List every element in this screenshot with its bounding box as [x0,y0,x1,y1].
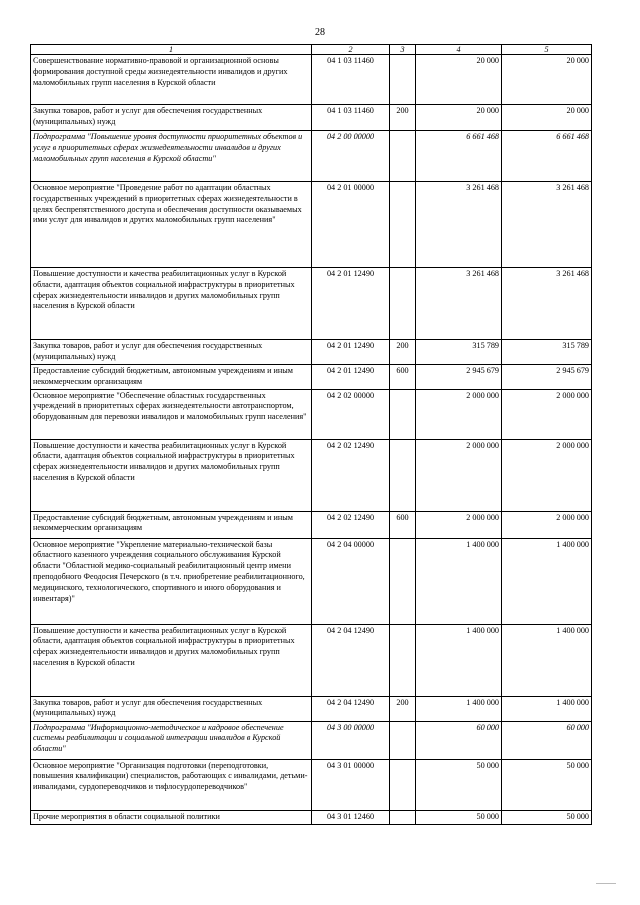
row-amount-2: 2 000 000 [502,511,592,538]
row-name: Совершенствование нормативно-правовой и организационной основы формирования доступной среды жизнедеятельности инвалидов и других маломобильных групп населения в Курской области [31,55,312,105]
row-expense-type [390,721,416,759]
row-expense-type: 200 [390,340,416,365]
row-amount-2: 20 000 [502,55,592,105]
row-name: Подпрограмма "Повышение уровня доступности приоритетных объектов и услуг в приоритетных сферах жизнедеятельности инвалидов и других маломобильных групп населения в Курской области" [31,131,312,182]
table-row [31,131,592,182]
row-amount-2: 315 789 [502,340,592,365]
table-row [31,624,592,696]
row-expense-type [390,55,416,105]
budget-table [30,44,592,825]
row-amount-1: 3 261 468 [416,182,502,268]
row-expense-type [390,538,416,624]
row-amount-1: 3 261 468 [416,268,502,340]
row-name: Закупка товаров, работ и услуг для обеспечения государственных (муниципальных) нужд [31,340,312,365]
row-expense-type [390,810,416,824]
row-name: Подпрограмма "Информационно-методическое и кадровое обеспечение системы реабилитации и социальной интеграции инвалидов в Курской области" [31,721,312,759]
row-code: 04 3 01 12460 [312,810,390,824]
row-name: Предоставление субсидий бюджетным, автономным учреждениям и иным некоммерческим организациям [31,365,312,390]
table-row [31,759,592,810]
table-row [31,439,592,511]
row-code: 04 3 01 00000 [312,759,390,810]
row-amount-2: 50 000 [502,810,592,824]
row-name: Основное мероприятие "Обеспечение областных государственных учреждений в приоритетных сферах жизнедеятельности автотранспортом, оборудованным для перевозки инвалидов и маломобильных групп населения" [31,389,312,439]
row-code: 04 2 02 12490 [312,439,390,511]
row-amount-1: 60 000 [416,721,502,759]
row-amount-1: 20 000 [416,55,502,105]
row-amount-2: 50 000 [502,759,592,810]
row-code: 04 2 02 00000 [312,389,390,439]
row-amount-2: 6 661 468 [502,131,592,182]
header-cell-code: 2 [312,45,390,55]
table-row [31,340,592,365]
table-row [31,511,592,538]
row-amount-2: 3 261 468 [502,268,592,340]
row-amount-2: 1 400 000 [502,624,592,696]
row-name: Повышение доступности и качества реабилитационных услуг в Курской области, адаптация объектов социальной инфраструктуры в приоритетных сферах жизнедеятельности инвалидов и других маломобильных групп населения в Курской области [31,624,312,696]
row-amount-1: 1 400 000 [416,696,502,721]
header-cell-expense-type: 3 [390,45,416,55]
row-expense-type: 600 [390,511,416,538]
row-amount-1: 315 789 [416,340,502,365]
row-code: 04 2 00 00000 [312,131,390,182]
table-row [31,105,592,131]
row-expense-type: 200 [390,696,416,721]
row-amount-2: 2 000 000 [502,389,592,439]
row-name: Повышение доступности и качества реабилитационных услуг в Курской области, адаптация объектов социальной инфраструктуры в приоритетных сферах жизнедеятельности инвалидов и других маломобильных групп населения в Курской области [31,268,312,340]
header-cell-name: 1 [31,45,312,55]
scan-mark [596,883,616,884]
table-row [31,182,592,268]
table-row [31,721,592,759]
row-amount-2: 2 000 000 [502,439,592,511]
row-code: 04 2 04 12490 [312,696,390,721]
row-name: Прочие мероприятия в области социальной политики [31,810,312,824]
table-row [31,696,592,721]
row-name: Основное мероприятие "Организация подготовки (переподготовки, повышения квалификации) специалистов, работающих с инвалидами, детьми-инвалидами, сурдопереводчиков и тифлосурдопереводчиков" [31,759,312,810]
table-row [31,268,592,340]
row-expense-type: 600 [390,365,416,390]
row-expense-type: 200 [390,105,416,131]
row-code: 04 3 00 00000 [312,721,390,759]
row-code: 04 2 01 12490 [312,340,390,365]
row-amount-2: 1 400 000 [502,538,592,624]
row-code: 04 2 04 00000 [312,538,390,624]
header-cell-amount-2: 5 [502,45,592,55]
row-amount-1: 1 400 000 [416,538,502,624]
row-expense-type [390,131,416,182]
row-name: Основное мероприятие "Проведение работ по адаптации областных государственных учреждений в приоритетных сферах жизнедеятельности в целях беспрепятственного доступа и обеспечения доступности оказываемых ими услуг для инвалидов и других маломобильных групп населения" [31,182,312,268]
table-row [31,538,592,624]
row-amount-1: 20 000 [416,105,502,131]
row-expense-type [390,759,416,810]
row-code: 04 2 01 12490 [312,268,390,340]
row-amount-1: 2 945 679 [416,365,502,390]
row-expense-type [390,268,416,340]
row-code: 04 2 01 12490 [312,365,390,390]
row-amount-1: 2 000 000 [416,511,502,538]
row-code: 04 2 02 12490 [312,511,390,538]
table-row [31,365,592,390]
row-amount-1: 2 000 000 [416,389,502,439]
row-expense-type [390,182,416,268]
row-name: Закупка товаров, работ и услуг для обеспечения государственных (муниципальных) нужд [31,696,312,721]
row-code: 04 2 01 00000 [312,182,390,268]
row-name: Основное мероприятие "Укрепление материально-технической базы областного казенного учреждения социального обслуживания Курской области "Областной медико-социальный реабилитационный центр имени преподобного Феодосия Печерского (в т.ч. приобретение реабилитационного, медицинского, технологического, спортивного и иного оборудования и инвентаря)" [31,538,312,624]
row-code: 04 2 04 12490 [312,624,390,696]
row-expense-type [390,439,416,511]
row-amount-1: 1 400 000 [416,624,502,696]
page-number: 28 [315,27,325,38]
row-expense-type [390,624,416,696]
row-name: Закупка товаров, работ и услуг для обеспечения государственных (муниципальных) нужд [31,105,312,131]
table-row [31,55,592,105]
row-expense-type [390,389,416,439]
header-cell-amount-1: 4 [416,45,502,55]
row-amount-1: 6 661 468 [416,131,502,182]
row-amount-2: 60 000 [502,721,592,759]
row-name: Предоставление субсидий бюджетным, автономным учреждениям и иным некоммерческим организациям [31,511,312,538]
row-code: 04 1 03 11460 [312,55,390,105]
table-row [31,389,592,439]
row-amount-1: 50 000 [416,810,502,824]
row-amount-1: 2 000 000 [416,439,502,511]
row-name: Повышение доступности и качества реабилитационных услуг в Курской области, адаптация объектов социальной инфраструктуры в приоритетных сферах жизнедеятельности инвалидов и других маломобильных групп населения в Курской области [31,439,312,511]
row-amount-2: 2 945 679 [502,365,592,390]
row-code: 04 1 03 11460 [312,105,390,131]
row-amount-2: 3 261 468 [502,182,592,268]
row-amount-2: 1 400 000 [502,696,592,721]
row-amount-1: 50 000 [416,759,502,810]
table-row [31,810,592,824]
table-header-row [31,45,592,55]
row-amount-2: 20 000 [502,105,592,131]
